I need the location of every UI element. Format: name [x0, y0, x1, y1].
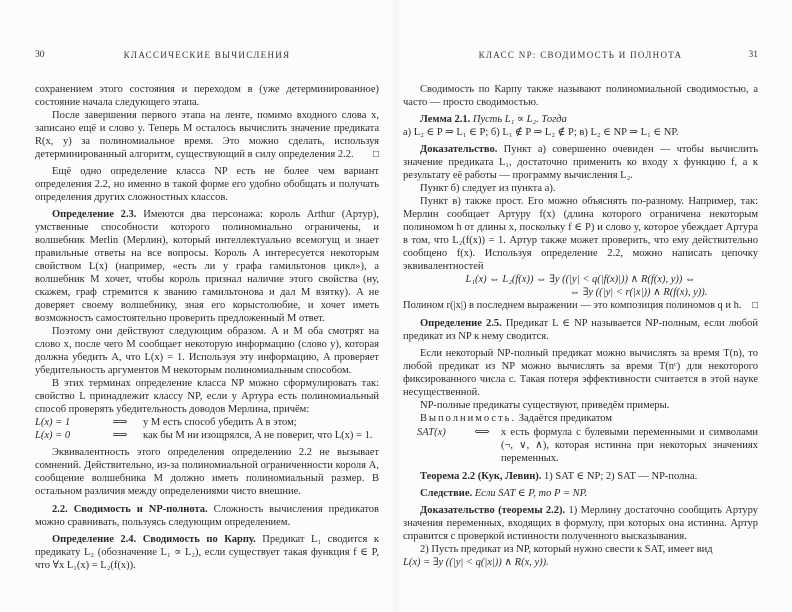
- paragraph: Если некоторый NP-полный предикат можно вычислять за время T(n), то любой предикат из NP можно вычислять за время T(nᶜ) для некоторого фиксированного числа c. Такая потеря эффективности считается в этой науке несущественной.: [403, 348, 758, 398]
- formula-rhs: как бы M ни изощрялся, A не поверит, что L(x) = 1.: [143, 430, 373, 441]
- formula-equivalence-chain-line-1: L₁(x) ⇔ L₂(f(x)) ⇔ ∃y ((|y| < q(|f(x)|)) ∧ R(f(x), y)) ⇔: [465, 274, 696, 285]
- paragraph: сохранением этого состояния и переходом в (уже детерминированное) состояние начала следующего этапа.: [35, 84, 379, 108]
- corollary: [403, 487, 758, 500]
- theorem-text: 1) SAT ∈ NP; 2) SAT — NP-полна.: [544, 471, 698, 482]
- iff-arrow: ⟺: [474, 427, 490, 438]
- qed-symbol: □: [751, 300, 758, 311]
- paragraph: Ещё одно определение класса NP есть не более чем вариант определения 2.2, но именно в такой форме его удобно обобщать и получать определения других сложностных классов.: [35, 166, 379, 203]
- proof-theorem: [403, 504, 758, 543]
- lemma-items: а) L₂ ∈ P ⇒ L₁ ∈ P; б) L₁ ∉ P ⇒ L₂ ∉ P; в) L₂ ∈ NP ⇒ L₁ ∈ NP.: [403, 127, 679, 138]
- paragraph: 2) Пусть предикат из NP, который нужно свести к SAT, имеет вид: [420, 544, 713, 555]
- corollary-text: Если SAT ∈ P, то P = NP.: [474, 488, 588, 499]
- page-left-content: [35, 83, 379, 572]
- theorem-label: Теорема 2.2 (Кук, Левин).: [420, 471, 542, 482]
- lemma-2-1: [403, 113, 758, 126]
- running-header-left: [35, 50, 379, 64]
- formula-lhs: L(x) = 0: [35, 430, 71, 441]
- section-label: 2.2. Сводимость и NP-полнота.: [52, 504, 208, 515]
- corollary-label: Следствие.: [420, 488, 473, 499]
- paragraph: [35, 109, 379, 161]
- lemma-label: Лемма 2.1.: [420, 114, 471, 125]
- running-title-right: КЛАСС NP: СВОДИМОСТЬ И ПОЛНОТА: [478, 50, 683, 60]
- page-number-right: 31: [748, 50, 758, 60]
- formula-equivalence-chain-line-2: ⇔ ∃y ((|y| < r(|x|)) ∧ R(f(x), y)).: [569, 287, 708, 298]
- implies-arrow: ⟹: [112, 430, 128, 441]
- paragraph-text: Полином r(|x|) в последнем выражении — это композиция полиномов q и h.: [403, 300, 742, 311]
- page-gutter: [391, 0, 401, 612]
- proof-text: 1) Мерлину достаточно сообщить Артуру значения переменных, входящих в формулу, при которых она истинна. Артур справится с проверкой истинности полученного высказывания.: [403, 505, 759, 542]
- sat-intro: [403, 412, 758, 425]
- section-heading-2-2: [35, 503, 379, 529]
- formula-rhs: у M есть способ убедить A в этом;: [143, 417, 297, 428]
- proof-text: Пункт а) совершенно очевиден — чтобы вычислить значение предиката L₁, достаточно применить ко входу x функцию f, а к результату её работы — программу вычисления L₂.: [403, 144, 759, 181]
- sat-name: Выполнимость.: [420, 413, 517, 424]
- definition-2-4: [35, 533, 379, 572]
- running-header-right: [403, 50, 758, 64]
- section-text: Сложность вычисления предикатов можно сравнивать, пользуясь следующим определением.: [35, 504, 380, 528]
- definition-2-5: [403, 317, 758, 343]
- paragraph: Эквивалентность этого определения определению 2.2 не вызывает сомнений. Действительно, из-за полиномиальной ограниченности короля A, сообщение волшебника M должно иметь полиномиальный размер. В остальном различия между определениями чисто внешние.: [35, 447, 379, 497]
- sat-predicate: SAT(x): [417, 427, 446, 438]
- paragraph: Сводимость по Карпу также называют полиномиальной сводимостью, а часто — просто сводимостью.: [403, 84, 758, 108]
- definition-label: Определение 2.3.: [52, 209, 137, 220]
- definition-2-3: [35, 208, 379, 325]
- page-right-content: [403, 83, 758, 569]
- formula-sat-definition: [403, 426, 758, 465]
- definition-text: Предикат L₁ сводится к предикату L₂ (обозначение L₁ ∝ L₂), если существует такая функция f ∈ P, что ∀x L₁(x) = L₂(f(x)).: [35, 534, 380, 571]
- definition-label: Определение 2.4. Сводимость по Карпу.: [52, 534, 256, 545]
- definition-label: Определение 2.5.: [420, 318, 502, 329]
- running-title-left: КЛАССИЧЕСКИЕ ВЫЧИСЛЕНИЯ: [123, 50, 291, 60]
- proof-label: Доказательство.: [420, 144, 498, 155]
- paragraph: В этих терминах определение класса NP можно сформулировать так: свойство L принадлежит классу NP, если у Артура есть полиномиальный способ проверять убедительность доводов Мерлина, причём:: [35, 378, 379, 415]
- theorem-2-2: [403, 470, 758, 483]
- proof-lemma: [403, 143, 758, 182]
- page-number-left: 30: [35, 50, 45, 60]
- paragraph: [403, 299, 758, 312]
- sat-definition-text: x есть формула с булевыми переменными и символами (¬, ∨, ∧), которая истинна при некоторых значениях переменных.: [501, 427, 758, 464]
- lemma-statement: Пусть L₁ ∝ L₂. Тогда: [472, 114, 567, 125]
- definition-text: Имеются два персонажа: король Arthur (Артур), умственные способности которого полиномиально ограничены, и волшебник Merlin (Мерлин), который интеллектуально всемогущ и знает правильные ответы на все вопросы. Король A интересуется некоторым свойством L(x) (например, «есть ли у графа гамильтонов цикл»), а волшебник M хочет, чтобы король признал наличие этого свойства (ну, скажем, граф стремится к званию гамильтонова и дал M взятку). A не доверяет своему волшебнику, зная его корыстолюбие, и хочет иметь возможность самостоятельно проверить предложенный M ответ.: [35, 209, 379, 324]
- paragraph-text: После завершения первого этапа на ленте, помимо входного слова x, записано ещё и слово y. Теперь M осталось вычислить значение предиката R(x, y) за полиномиальное время. Это можно сделать, используя детерминированный алгоритм, существующий в силу определения 2.2.: [35, 110, 379, 160]
- formula-implication-1: [35, 416, 379, 429]
- qed-symbol: □: [372, 149, 379, 160]
- formula-implication-2: [35, 429, 379, 442]
- paragraph: Пункт в) также прост. Его можно объяснять по-разному. Например, так: Мерлин сообщает Артуру f(x) (длина которого ограничена некоторым полиномом h от длины x, поскольку f ∈ P) и слово y, которое убеждает Артура в том, что L₂(f(x)) = 1. Артур также может проверить, что ему действительно сообщено f(x). Используя определение 2.2, можно написать цепочку эквивалентностей: [403, 196, 758, 272]
- paragraph: Пункт б) следует из пункта а).: [420, 183, 556, 194]
- paragraph: NP-полные предикаты существуют, приведём примеры.: [420, 400, 670, 411]
- implies-arrow: ⟹: [112, 417, 128, 428]
- paragraph: Поэтому они действуют следующим образом. A и M оба смотрят на слово x, после чего M сообщает некоторую информацию (слово y), которая должна убедить A, что L(x) = 1. Используя эту информацию, A проверяет убедительность аргументов M некоторым полиномиальным способом.: [35, 326, 379, 376]
- formula-np-predicate: L(x) = ∃y ((|y| < q(|x|)) ∧ R(x, y)).: [403, 557, 549, 568]
- definition-text: Предикат L ∈ NP называется NP-полным, если любой предикат из NP к нему сводится.: [403, 318, 758, 342]
- sat-intro-text: Задаётся предикатом: [518, 413, 612, 424]
- proof-label: Доказательство (теоремы 2.2).: [420, 505, 566, 516]
- formula-lhs: L(x) = 1: [35, 417, 71, 428]
